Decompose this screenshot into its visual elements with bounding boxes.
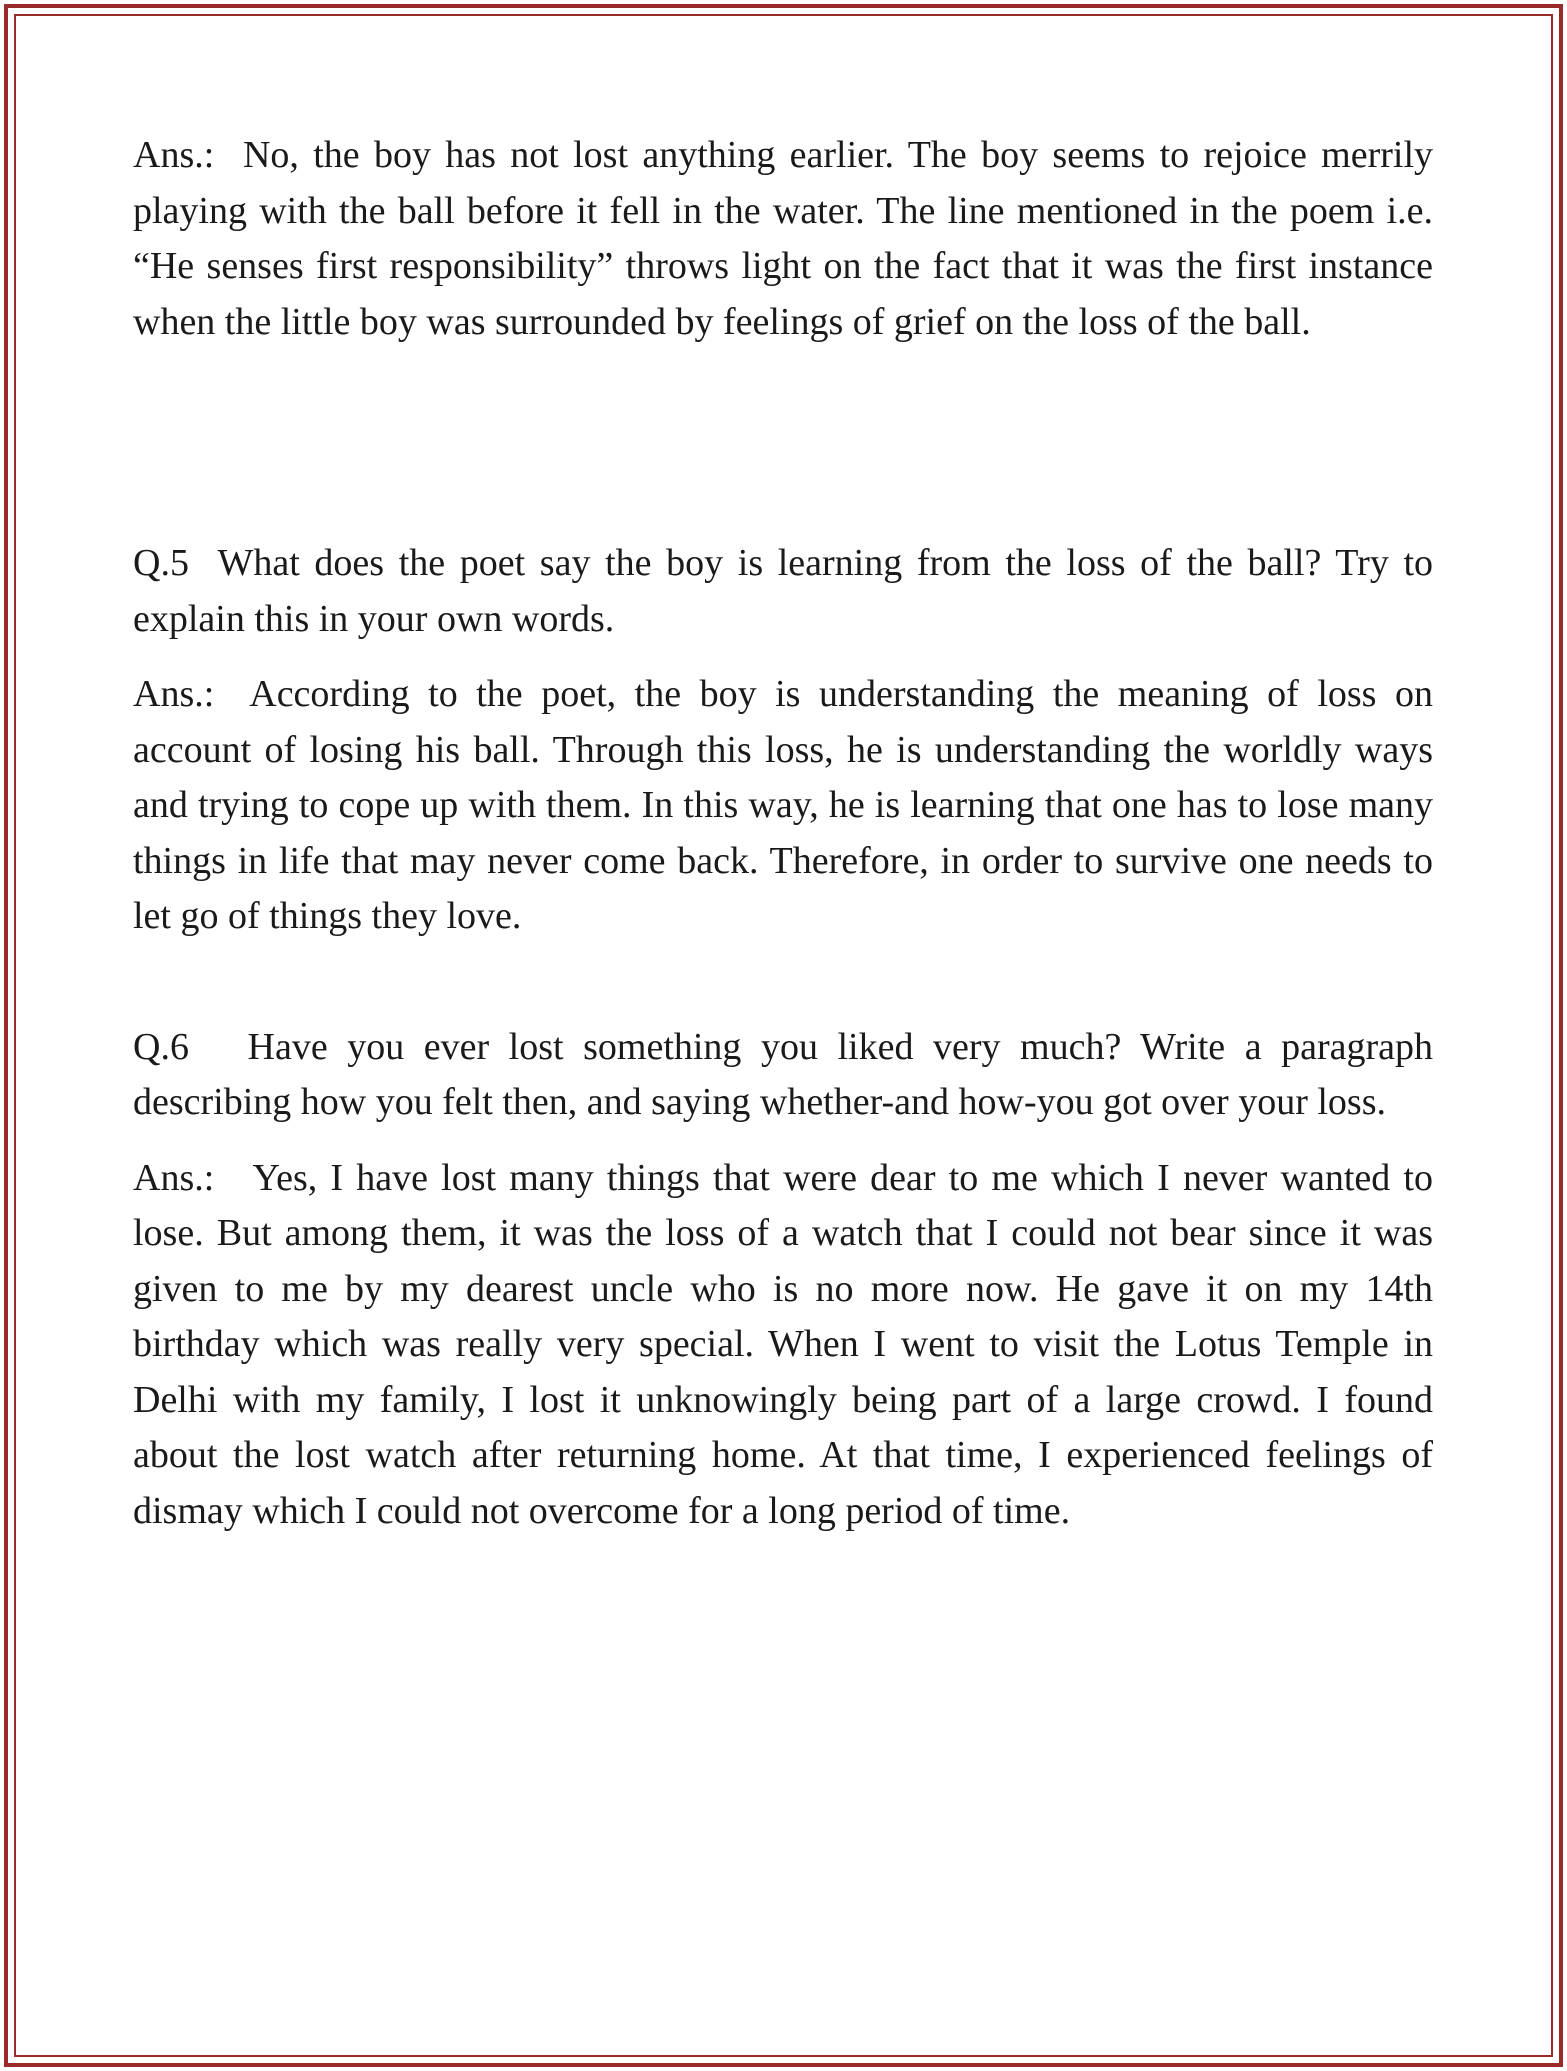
answer-4-label: Ans.:	[133, 134, 243, 176]
question-6	[133, 1020, 1433, 1131]
question-5-text: What does the poet say the boy is learning from the loss of the ball? Try to explain this in your own words.	[133, 542, 1433, 640]
answer-4	[133, 128, 1433, 350]
answer-5-text: According to the poet, the boy is understanding the meaning of loss on account of losing his ball. Through this loss, he is understanding the worldly ways and trying to cope up with them. In this way, he is learning that one has to lose many things in life that may never come back. Therefore, in order to survive one needs to let go of things they love.	[133, 673, 1433, 937]
question-6-label: Q.6	[133, 1025, 248, 1068]
answer-6	[133, 1151, 1433, 1540]
answer-6-label: Ans.:	[133, 1156, 253, 1199]
question-5-label: Q.5	[133, 542, 218, 584]
answer-6-text: Yes, I have lost many things that were dear to me which I never wanted to lose. But among them, it was the loss of a watch that I could not bear since it was given to me by my dearest uncle who is no more now. He gave it on my 14th birthday which was really very special. When I went to visit the Lotus Temple in Delhi with my family, I lost it unknowingly being part of a large crowd. I found about the lost watch after returning home. At that time, I experienced feelings of dismay which I could not overcome for a long period of time.	[133, 1156, 1433, 1532]
page-content	[133, 128, 1433, 1539]
answer-5	[133, 667, 1433, 945]
question-6-text: Have you ever lost something you liked very much? Write a paragraph describing how you felt then, and saying whether-and how-you got over your loss.	[133, 1025, 1433, 1123]
answer-5-label: Ans.:	[133, 673, 250, 715]
question-5	[133, 536, 1433, 647]
answer-4-text: No, the boy has not lost anything earlier. The boy seems to rejoice merrily playing with the ball before it fell in the water. The line mentioned in the poem i.e. “He senses first responsibility” throws light on the fact that it was the first instance when the little boy was surrounded by feelings of grief on the loss of the ball.	[133, 134, 1434, 343]
